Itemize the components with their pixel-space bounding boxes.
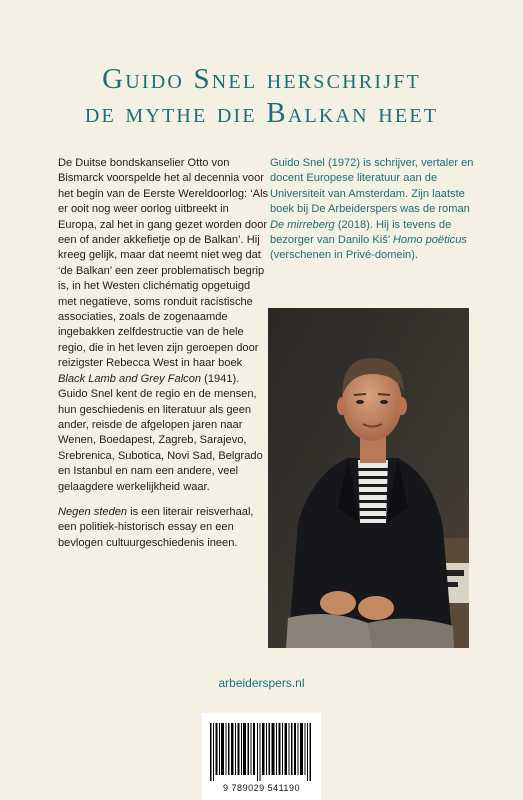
publisher-website: arbeiderspers.nl [218, 676, 305, 690]
author-portrait-illustration [268, 308, 469, 648]
blurb-title: Negen steden [58, 505, 128, 518]
blurb-year: (1941). [201, 372, 240, 385]
isbn-barcode [202, 713, 321, 800]
bio-text-2: (2018). Hij is tevens de bezorger van Danilo Kiš’ [270, 218, 452, 247]
blurb-text-2: Guido Snel kent de regio en de mensen, hun geschiedenis en literatuur als geen ander, reisde de afgelopen jaren naar Wenen, Boedapest, Zagreb, Sarajevo, Srebrenica, Subotica, Novi Sad, Belgrado en Istanbul en nam een andere, veel gelaagdere werkelijkheid waar. [58, 388, 263, 493]
headline-line-2: de mythe die Balkan heet [84, 97, 439, 129]
blurb-book-title: Black Lamb and Grey Falcon [58, 372, 202, 385]
author-bio [270, 156, 480, 264]
blurb-paragraph-1 [58, 156, 270, 495]
blurb-paragraph-2 [58, 505, 270, 551]
isbn-number: 9 789029 541190 [223, 783, 300, 793]
bio-book-1: De mirreberg [270, 218, 335, 231]
barcode-icon [210, 723, 313, 781]
bio-book-2: Homo poëticus [392, 234, 467, 247]
blurb-text-1: De Duitse bondskanselier Otto von Bismarck voorspelde het al decennia voor het begin van de Eerste Wereldoorlog: ‘Als er ooit nog weer oorlog uitbreekt in Europa, zal het in gang gezet worden door een of ander akkefietje op de Balkan’. Hij kreeg gelijk, maar dat neemt niet weg dat ‘de Balkan’ een zeer problematisch begrip is, in het Westen clichématig opgetuigd met negatieve, soms ronduit racistische associaties, zoals de zogenaamde ingebakken zelfdestructie van de hele regio, die in het leven zijn geroepen door reizigster Rebecca West in haar boek [58, 157, 269, 370]
bio-text-1: Guido Snel (1972) is schrijver, vertaler en docent Europese literatuur aan de Universiteit van Amsterdam. Zijn laatste boek bij De Arbeiderspers was de roman [270, 157, 474, 216]
author-photo [268, 308, 469, 648]
blurb [58, 156, 270, 561]
blurb-text-3: is een literair reisverhaal, een politiek-historisch essay en een bevlogen cultuurgeschiedenis ineen. [58, 505, 254, 549]
headline-line-1: Guido Snel herschrijft [102, 63, 421, 95]
bio-text-3: (verschenen in Privé-domein). [270, 249, 418, 262]
headline [0, 62, 523, 130]
